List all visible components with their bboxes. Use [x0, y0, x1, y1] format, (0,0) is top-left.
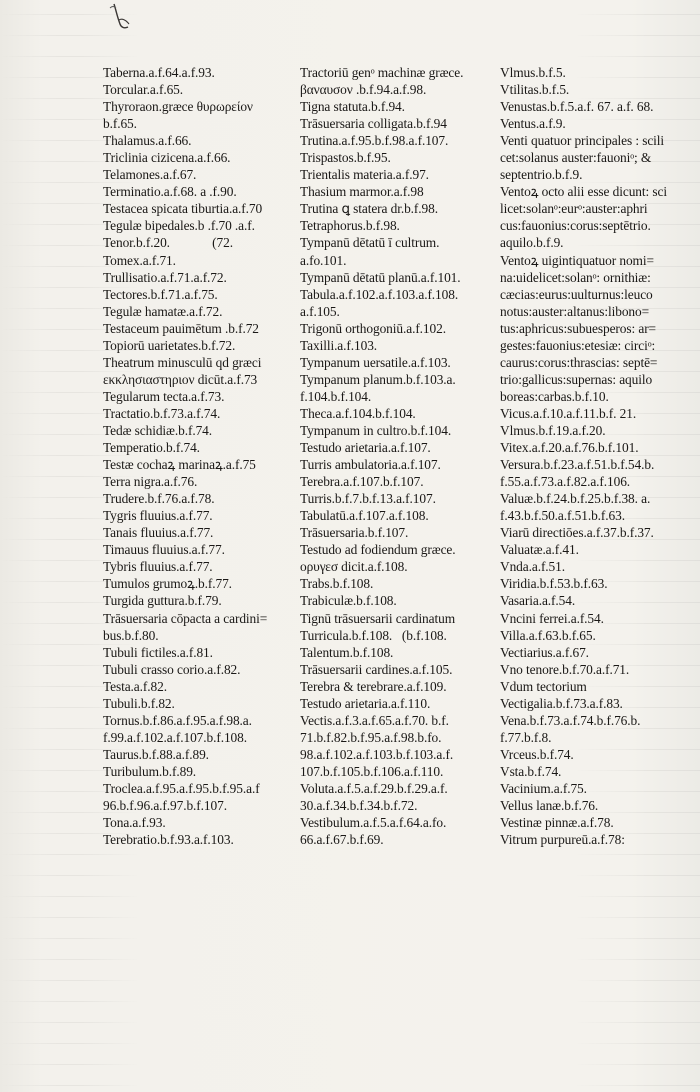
index-entry-line: Testudo ad fodiendum græce. — [300, 542, 456, 558]
index-entry-line: Trāsuersaria cōpacta a cardini= — [103, 610, 268, 626]
index-entry-line: Voluta.a.f.5.a.f.29.b.f.29.a.f. — [300, 780, 448, 796]
index-entry-line: boreas:carbas.b.f.10. — [500, 388, 609, 404]
index-entry-line: Timauus fluuius.a.f.77. — [103, 542, 225, 558]
index-entry-line: Taberna.a.f.64.a.f.93. — [103, 65, 215, 80]
index-entry-line: Testudo arietaria.a.f.110. — [300, 695, 431, 711]
index-entry-line: Turris.b.f.7.b.f.13.a.f.107. — [300, 491, 436, 507]
index-entry-line: Tigna statuta.b.f.94. — [300, 99, 405, 115]
index-entry-line: a.f.105. — [300, 303, 340, 319]
index-entry-line: f.77.b.f.8. — [500, 729, 552, 745]
index-entry-line: 98.a.f.102.a.f.103.b.f.103.a.f. — [300, 746, 454, 762]
index-entry-line: Vlmus.b.f.19.a.f.20. — [500, 422, 606, 438]
index-entry-line: Tympanum in cultro.b.f.104. — [300, 422, 452, 438]
index-entry-line: Testa.a.f.82. — [103, 678, 167, 694]
index-entry-line: Vsta.b.f.74. — [500, 763, 562, 779]
index-entry-line: Testaceum pauimētum .b.f.72 — [103, 320, 259, 336]
index-entry-line: Telamones.a.f.67. — [103, 167, 197, 183]
index-entry-line: Terebratio.b.f.93.a.f.103. — [103, 832, 234, 848]
index-entry-line: Tympanum planum.b.f.103.a. — [300, 371, 456, 387]
index-entry-line: 96.b.f.96.a.f.97.b.f.107. — [103, 798, 227, 814]
index-entry-line: Venustas.b.f.5.a.f. 67. a.f. 68. — [500, 99, 654, 115]
index-entry-line: Tumulos grumoꝝ.b.f.77. — [103, 576, 232, 592]
index-entry-line: Trāsuersaria.b.f.107. — [300, 525, 409, 541]
index-entry-line: 107.b.f.105.b.f.106.a.f.110. — [300, 763, 444, 779]
index-entry-line: Ventoꝝ uigintiquatuor nomi= — [500, 252, 654, 268]
index-entry-line: cus:fauonius:corus:septētrio. — [500, 218, 651, 234]
index-entry-line: Vrceus.b.f.74. — [500, 746, 574, 762]
index-entry-line: Valuatæ.a.f.41. — [500, 542, 579, 558]
index-entry-line: Tractatio.b.f.73.a.f.74. — [103, 405, 221, 421]
index-entry-line: Tybris fluuius.a.f.77. — [103, 559, 213, 575]
index-entry-line: Trientalis materia.a.f.97. — [300, 167, 429, 183]
index-entry-line: Topiorū uarietates.b.f.72. — [103, 337, 236, 353]
index-entry-line: ορυγεσ dicit.a.f.108. — [300, 559, 408, 575]
index-entry-line: Tubuli fictiles.a.f.81. — [103, 644, 213, 660]
index-entry-line: na:uidelicet:solanᵒ: ornithiæ: — [500, 269, 651, 285]
index-entry-line: Vestibulum.a.f.5.a.f.64.a.fo. — [300, 815, 447, 831]
index-entry-line: cæcias:eurus:uulturnus:leuco — [500, 286, 653, 302]
index-entry-line: Turris ambulatoria.a.f.107. — [300, 457, 441, 473]
index-entry-line: Trutina.a.f.95.b.f.98.a.f.107. — [300, 133, 449, 149]
index-entry-line: Tympanū dētatū ī cultrum. — [300, 235, 440, 251]
index-entry-line: b.f.65. — [103, 116, 137, 132]
index-entry-line: Vitrum purpureū.a.f.78: — [500, 832, 625, 848]
index-entry-line: Vestinæ pinnæ.a.f.78. — [500, 815, 614, 831]
index-entry-line: aquilo.b.f.9. — [500, 235, 564, 251]
index-entry-line: Vdum tectorium — [500, 678, 587, 694]
index-entry-line: Turricula.b.f.108. (b.f.108. — [300, 627, 447, 643]
index-entry-line: f.43.b.f.50.a.f.51.b.f.63. — [500, 508, 625, 524]
index-entry-line: Terminatio.a.f.68. a .f.90. — [103, 184, 237, 200]
index-entry-line: Tenor.b.f.20. (72. — [103, 235, 233, 251]
index-entry-line: Valuæ.b.f.24.b.f.25.b.f.38. a. — [500, 491, 651, 507]
index-entry-line: Tygris fluuius.a.f.77. — [103, 508, 213, 524]
index-entry-line: Tomex.a.f.71. — [103, 252, 176, 268]
index-entry-line: Tubuli crasso corio.a.f.82. — [103, 661, 241, 677]
index-entry-line: Triclinia cizicena.a.f.66. — [103, 150, 231, 166]
index-entry-line: Trāsuersarii cardines.a.f.105. — [300, 661, 453, 677]
index-entry-line: Tabulatū.a.f.107.a.f.108. — [300, 508, 429, 524]
index-entry-line: 30.a.f.34.b.f.34.b.f.72. — [300, 798, 418, 814]
index-column-3 — [500, 64, 696, 848]
index-entry-line: Tegulæ bipedales.b .f.70 .a.f. — [103, 218, 255, 234]
index-entry-line: Tabula.a.f.102.a.f.103.a.f.108. — [300, 286, 459, 302]
index-entry-line: Turgida guttura.b.f.79. — [103, 593, 222, 609]
index-entry-line: Taurus.b.f.88.a.f.89. — [103, 746, 209, 762]
index-entry-line: Thyroraon.græce θυρωρείον — [103, 99, 253, 115]
index-entry-line: Vellus lanæ.b.f.76. — [500, 798, 599, 814]
index-entry-line: Testæ cochaꝝ marinaꝝ.a.f.75 — [103, 457, 256, 473]
index-entry-line: Vectis.a.f.3.a.f.65.a.f.70. b.f. — [300, 712, 449, 728]
index-entry-line: tus:aphricus:subuesperos: ar= — [500, 320, 657, 336]
index-entry-line: Vlmus.b.f.5. — [500, 65, 566, 80]
index-entry-line: Vnda.a.f.51. — [500, 559, 565, 575]
index-entry-line: Tympanū dētatū planū.a.f.101. — [300, 269, 461, 285]
index-entry-line: f.99.a.f.102.a.f.107.b.f.108. — [103, 729, 247, 745]
index-entry-line: Trāsuersaria colligata.b.f.94 — [300, 116, 447, 132]
index-entry-line: Tornus.b.f.86.a.f.95.a.f.98.a. — [103, 712, 252, 728]
index-entry-line: Terebra.a.f.107.b.f.107. — [300, 474, 424, 490]
index-entry-line: Tignū trāsuersarii cardinatum — [300, 610, 456, 626]
index-entry-line: Tona.a.f.93. — [103, 815, 166, 831]
index-entry-line: 66.a.f.67.b.f.69. — [300, 832, 384, 848]
index-entry-line: Villa.a.f.63.b.f.65. — [500, 627, 596, 643]
index-entry-line: Tectores.b.f.71.a.f.75. — [103, 286, 218, 302]
index-entry-line: septentrio.b.f.9. — [500, 167, 583, 183]
index-entry-line: Trigonū orthogoniū.a.f.102. — [300, 320, 446, 336]
index-entry-line: Vasaria.a.f.54. — [500, 593, 576, 609]
index-entry-line: trio:gallicus:supernas: aquilo — [500, 371, 653, 387]
index-entry-line: Vacinium.a.f.75. — [500, 780, 587, 796]
index-entry-line: Theca.a.f.104.b.f.104. — [300, 405, 416, 421]
index-entry-line: Tegularum tecta.a.f.73. — [103, 388, 225, 404]
index-entry-line: bus.b.f.80. — [103, 627, 159, 643]
index-entry-line: Vno tenore.b.f.70.a.f.71. — [500, 661, 630, 677]
index-entry-line: Tetraphorus.b.f.98. — [300, 218, 400, 234]
index-entry-line: Thasium marmor.a.f.98 — [300, 184, 424, 200]
index-entry-line: Turibulum.b.f.89. — [103, 763, 197, 779]
index-entry-line: Torcular.a.f.65. — [103, 82, 184, 98]
index-entry-line: εκκλησιαστηριον dicūt.a.f.73 — [103, 371, 258, 387]
index-entry-line: 71.b.f.82.b.f.95.a.f.98.b.fo. — [300, 729, 442, 745]
index-entry-line: licet:solanᵒ:eurᵒ:auster:aphri — [500, 201, 648, 217]
index-entry-line: cet:solanus auster:fauoniᵒ; & — [500, 150, 652, 166]
index-entry-line: Trutina ꝗ statera dr.b.f.98. — [300, 201, 438, 217]
index-entry-line: Troclea.a.f.95.a.f.95.b.f.95.a.f — [103, 780, 260, 796]
index-entry-line: f.55.a.f.73.a.f.82.a.f.106. — [500, 474, 631, 490]
index-entry-line: Vitex.a.f.20.a.f.76.b.f.101. — [500, 440, 639, 456]
index-entry-line: βαναυσον .b.f.94.a.f.98. — [300, 82, 427, 98]
index-entry-line: Trullisatio.a.f.71.a.f.72. — [103, 269, 227, 285]
index-entry-line: Venti quatuor principales : scili — [500, 133, 665, 149]
index-entry-line: Ventoꝝ octo alii esse dicunt: sci — [500, 184, 667, 200]
index-entry-line: Terebra & terebrare.a.f.109. — [300, 678, 447, 694]
index-column-1 — [103, 64, 293, 848]
index-entry-line: Vicus.a.f.10.a.f.11.b.f. 21. — [500, 405, 637, 421]
index-column-2 — [300, 64, 495, 848]
ink-mark-icon — [108, 2, 134, 34]
index-entry-line: Vena.b.f.73.a.f.74.b.f.76.b. — [500, 712, 641, 728]
index-entry-line: Trudere.b.f.76.a.f.78. — [103, 491, 215, 507]
index-entry-line: Vectiarius.a.f.67. — [500, 644, 589, 660]
index-entry-line: Vectigalia.b.f.73.a.f.83. — [500, 695, 623, 711]
index-entry-line: Viridia.b.f.53.b.f.63. — [500, 576, 608, 592]
index-entry-line: Vncini ferrei.a.f.54. — [500, 610, 604, 626]
index-entry-line: Versura.b.f.23.a.f.51.b.f.54.b. — [500, 457, 655, 473]
index-entry-line: Tanais fluuius.a.f.77. — [103, 525, 214, 541]
index-entry-line: f.104.b.f.104. — [300, 388, 372, 404]
index-entry-line: Testudo arietaria.a.f.107. — [300, 440, 431, 456]
index-entry-line: notus:auster:altanus:libono= — [500, 303, 650, 319]
index-entry-line: Tubuli.b.f.82. — [103, 695, 175, 711]
index-entry-line: Trabiculæ.b.f.108. — [300, 593, 397, 609]
index-entry-line: Thalamus.a.f.66. — [103, 133, 192, 149]
index-entry-line: Talentum.b.f.108. — [300, 644, 394, 660]
index-entry-line: Temperatio.b.f.74. — [103, 440, 200, 456]
index-entry-line: a.fo.101. — [300, 252, 347, 268]
index-entry-line: caurus:corus:thrascias: septē= — [500, 354, 658, 370]
index-entry-line: Testacea spicata tiburtia.a.f.70 — [103, 201, 263, 217]
index-entry-line: Vtilitas.b.f.5. — [500, 82, 570, 98]
index-entry-line: Tedæ schidiæ.b.f.74. — [103, 422, 213, 438]
index-entry-line: Tractoriū genᵒ machinæ græce. — [300, 65, 464, 80]
index-entry-line: Tympanum uersatile.a.f.103. — [300, 354, 451, 370]
index-entry-line: Terra nigra.a.f.76. — [103, 474, 198, 490]
index-entry-line: Theatrum minusculū qd græci — [103, 354, 262, 370]
index-entry-line: Ventus.a.f.9. — [500, 116, 566, 132]
index-entry-line: Trabs.b.f.108. — [300, 576, 374, 592]
index-entry-line: Viarū directiōes.a.f.37.b.f.37. — [500, 525, 654, 541]
index-entry-line: Trispastos.b.f.95. — [300, 150, 391, 166]
index-entry-line: gestes:fauonius:etesiæ: circiᵒ: — [500, 337, 656, 353]
index-entry-line: Tegulæ hamatæ.a.f.72. — [103, 303, 223, 319]
index-entry-line: Taxilli.a.f.103. — [300, 337, 378, 353]
